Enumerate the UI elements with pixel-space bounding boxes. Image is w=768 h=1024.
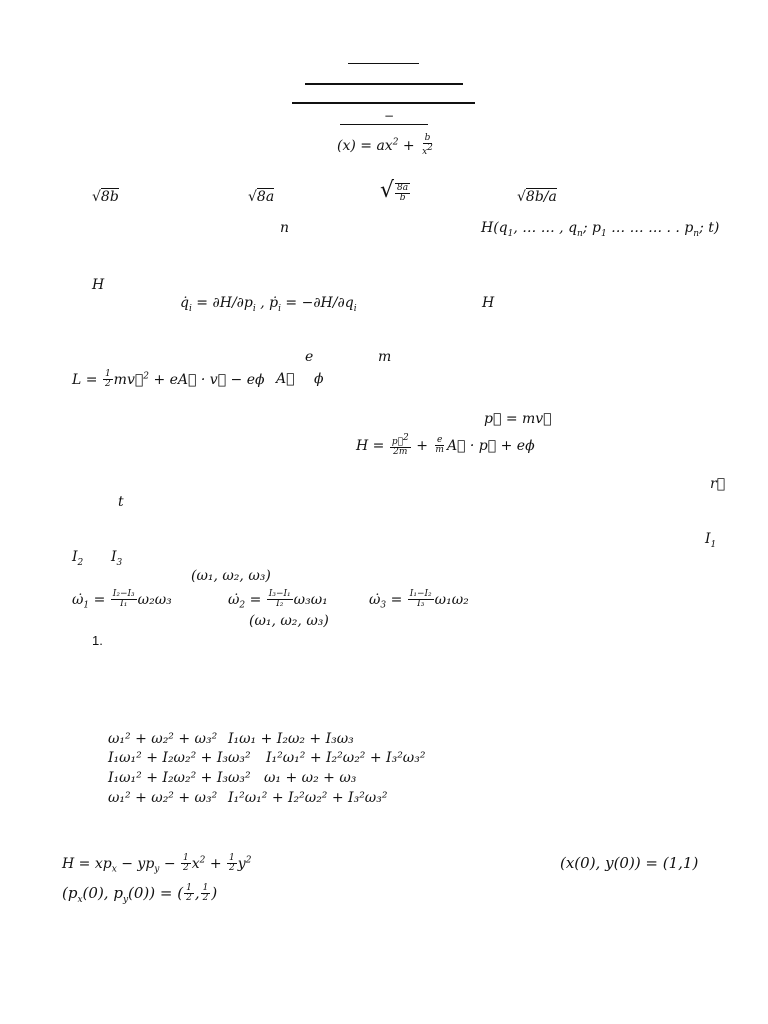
option-d-left: ω₁² + ω₂² + ω₃² <box>108 790 218 806</box>
option-a-left: ω₁² + ω₂² + ω₃² <box>108 731 218 747</box>
initial-momentum: ($p_x(0)$, $p_y(0)$) = ( $\frac{1}{2}$ , $\frac{1}{2}$ ) <box>62 883 218 905</box>
hamilton-equations: $q̇_i = \partial H/\partial p_i$ , ṗ$_i$ = $-\partial H/\partial q_i$ <box>180 295 357 314</box>
euler-eq-3: $\omegȧ_3$ = $\frac{\text{I₁−I₂}}{\text{I₃}}$ ω₁ω₂ <box>369 589 469 611</box>
euler-eq-1: $\omegȧ_1$ = $\frac{\text{I₂−I₃}}{\text{I₁}}$ ω₂ω₃ <box>72 589 172 611</box>
item-number: 1. <box>92 633 103 648</box>
option-c-right: ω₁ + ω₂ + ω₃ <box>264 770 357 786</box>
lagrangian: L = $\frac{1}{2}$ mv⃗$^2$ + eA⃗ · v⃗ − eϕ <box>72 369 265 390</box>
q4-I2: $I_2$ <box>72 549 84 568</box>
option-b-right: I₁²ω₁² + I₂²ω₂² + I₃²ω₃² <box>266 750 426 766</box>
option-d-sqrt: √8b/a <box>517 189 557 205</box>
option-b-left: I₁ω₁² + I₂ω₂² + I₃ω₃² <box>108 750 251 766</box>
q4-I1: $I_1$ <box>705 531 717 550</box>
initial-position: (x(0), y(0)) = (1,1) <box>560 854 699 872</box>
q3-r: r⃗ <box>710 476 726 492</box>
q2-H-label: H <box>92 277 105 293</box>
overline-bar <box>340 124 428 125</box>
q3-phi: ϕ <box>314 371 324 387</box>
q3-hamiltonian: H = $\frac{p⃗^2}{2m}$ + $\frac{e}{m}$ A⃗ · p⃗ + eϕ <box>356 433 535 458</box>
option-a-right: I₁ω₁ + I₂ω₂ + I₃ω₃ <box>228 731 354 747</box>
overline-minus: − <box>384 109 395 123</box>
q2-n: n <box>280 220 290 236</box>
euler-eq-2: $\omegȧ_2$ = $\frac{\text{I₃−I₁}}{\text{I₂}}$ ω₃ω₁ <box>228 589 328 611</box>
title-rule-1 <box>348 63 419 64</box>
q3-e: e <box>305 349 314 365</box>
q2-H-label-2: H <box>482 295 495 311</box>
option-d-right: I₁²ω₁² + I₂²ω₂² + I₃²ω₃² <box>228 790 388 806</box>
q5-hamiltonian: $H = xp_x - yp_y$ − $\frac{1}{2}$ $x^2$ + $\frac{1}{2}$ $y^2$ <box>62 853 252 875</box>
q3-m: m <box>378 349 392 365</box>
option-c-sqrt: √ $\frac{8a}{b}$ <box>380 178 409 203</box>
q3-t: t <box>118 494 124 510</box>
q4-I3: $I_3$ <box>111 549 123 568</box>
option-a-sqrt: √8b <box>92 189 119 205</box>
q2-hamiltonian: $H(q_1$, … … , $q_n$; $p_1$ … … … . . $p_n$; t) <box>481 220 720 239</box>
potential-formula: $(x) = ax^2$ + $\frac{b}{x^2}$ <box>337 133 433 158</box>
option-b-sqrt: √8a <box>248 189 275 205</box>
title-rule-3 <box>292 102 475 104</box>
option-c-left: I₁ω₁² + I₂ω₂² + I₃ω₃² <box>108 770 251 786</box>
q3-A: A⃗ <box>276 371 295 387</box>
title-rule-2 <box>305 83 463 85</box>
momentum-eq: p⃗ = mv⃗ <box>484 411 552 427</box>
omega-triplet-1: (ω₁, ω₂, ω₃) <box>191 568 271 584</box>
omega-triplet-2: (ω₁, ω₂, ω₃) <box>249 613 329 629</box>
